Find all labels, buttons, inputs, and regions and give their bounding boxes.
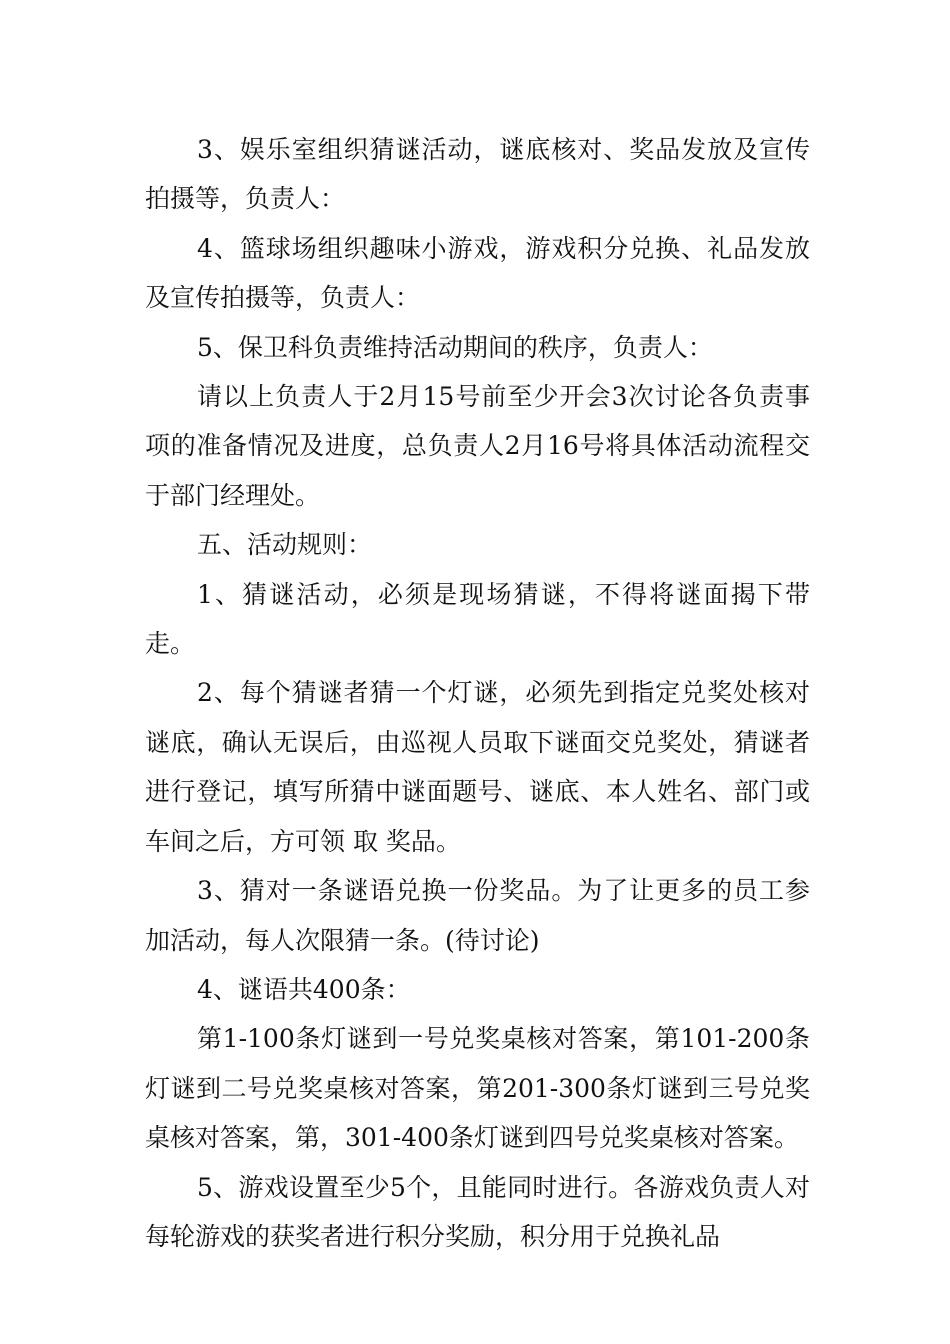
paragraph-basketball-court: 4、篮球场组织趣味小游戏，游戏积分兑换、礼品发放及宣传拍摄等，负责人： — [145, 233, 810, 313]
rule-item-2: 2、每个猜谜者猜一个灯谜，必须先到指定兑奖处核对谜底，确认无误后，由巡视人员取下谜面交兑奖处，猜谜者进行登记，填写所猜中谜面题号、谜底、本人姓名、部门或车间之后，方可领 取 奖品。 — [145, 678, 810, 856]
paragraph-entertainment-room: 3、娱乐室组织猜谜活动，谜底核对、奖品发放及宣传拍摄等，负责人： — [145, 135, 810, 214]
document-body — [145, 125, 810, 1261]
rule-item-4-detail: 第1-100条灯谜到一号兑奖桌核对答案，第101-200条灯谜到二号兑奖桌核对答案，第201-300条灯谜到三号兑奖桌核对答案，第，301-400条灯谜到四号兑奖桌核对答案。 — [145, 1024, 810, 1153]
rule-item-1: 1、猜谜活动，必须是现场猜谜，不得将谜面揭下带走。 — [145, 579, 810, 659]
rule-item-4: 4、谜语共400条： — [197, 974, 411, 1004]
paragraph-security-dept: 5、保卫科负责维持活动期间的秩序，负责人： — [197, 332, 713, 362]
rule-item-3: 3、猜对一条谜语兑换一份奖品。为了让更多的员工参加活动，每人次限猜一条。(待讨论) — [145, 876, 810, 955]
section-heading-rules: 五、活动规则： — [197, 530, 373, 560]
rule-item-5: 5、游戏设置至少5个，且能同时进行。各游戏负责人对每轮游戏的获奖者进行积分奖励，积分用于兑换礼品 — [145, 1172, 810, 1251]
paragraph-meeting-notice: 请以上负责人于2月15号前至少开会3次讨论各负责事项的准备情况及进度，总负责人2月16号将具体活动流程交于部门经理处。 — [145, 382, 810, 510]
